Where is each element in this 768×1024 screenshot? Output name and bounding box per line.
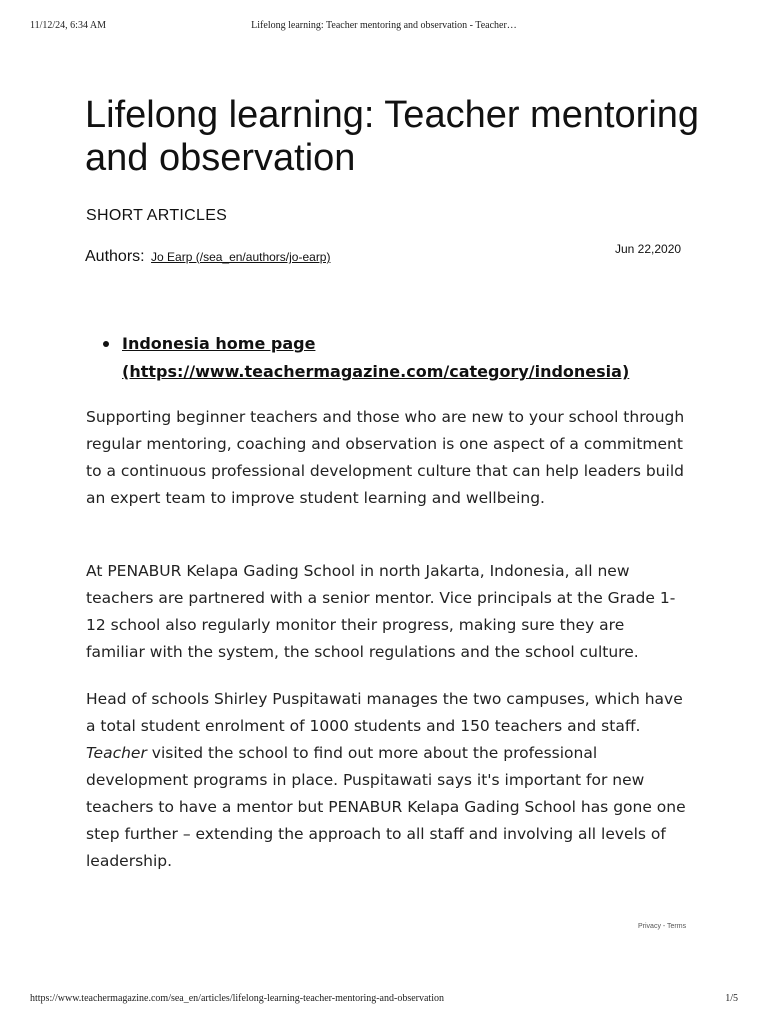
- paragraph-2: At PENABUR Kelapa Gading School in north Jakarta, Indonesia, all new teachers are partnered with a senior mentor. Vice principals at the Grade 1-12 school also regularly monitor their progress, making sure they are familiar with the system, the school regulations and the school culture.: [86, 562, 676, 661]
- paragraph-3-start: Head of schools Shirley Puspitawati manages the two campuses, which have a total student enrolment of 1000 students and 150 teachers and staff.: [86, 690, 683, 735]
- bullet-icon: [103, 341, 109, 347]
- print-page-title: Lifelong learning: Teacher mentoring and observation - Teacher…: [251, 20, 517, 31]
- authors-row: [85, 248, 330, 266]
- article-title: Lifelong learning: Teacher mentoring and observation: [85, 94, 700, 179]
- paragraph-1: Supporting beginner teachers and those who are new to your school through regular mentoring, coaching and observation is one aspect of a commitment to a continuous professional development culture that can help leaders build an expert team to improve student learning and wellbeing.: [86, 408, 685, 507]
- print-header: [30, 20, 738, 34]
- paragraph-3: [86, 686, 686, 875]
- author-link[interactable]: Jo Earp (/sea_en/authors/jo-earp): [151, 250, 331, 264]
- article-category: SHORT ARTICLES: [86, 207, 228, 224]
- indonesia-link-url: (https://www.teachermagazine.com/category/indonesia): [122, 362, 630, 381]
- print-url: https://www.teachermagazine.com/sea_en/articles/lifelong-learning-teacher-mentoring-and-observation: [30, 993, 444, 1004]
- indonesia-home-link[interactable]: [122, 330, 629, 386]
- print-timestamp: 11/12/24, 6:34 AM: [30, 20, 107, 31]
- article-date: Jun 22,2020: [615, 242, 682, 256]
- page-number: 1/5: [725, 993, 738, 1004]
- related-links-list: [85, 330, 629, 386]
- authors-label: Authors:: [85, 248, 145, 265]
- print-footer: [30, 993, 738, 1007]
- privacy-terms-link[interactable]: Privacy - Terms: [638, 923, 687, 930]
- list-item: [85, 330, 629, 386]
- paragraph-3-rest: visited the school to find out more about the professional development programs in place. Puspitawati says it's important for new teachers to have a mentor but PENABUR Kelapa Gading School has gone one step further – extending the approach to all staff and involving all levels of leadership.: [86, 744, 686, 870]
- publication-name: Teacher: [86, 744, 147, 762]
- indonesia-link-label: Indonesia home page: [122, 334, 316, 353]
